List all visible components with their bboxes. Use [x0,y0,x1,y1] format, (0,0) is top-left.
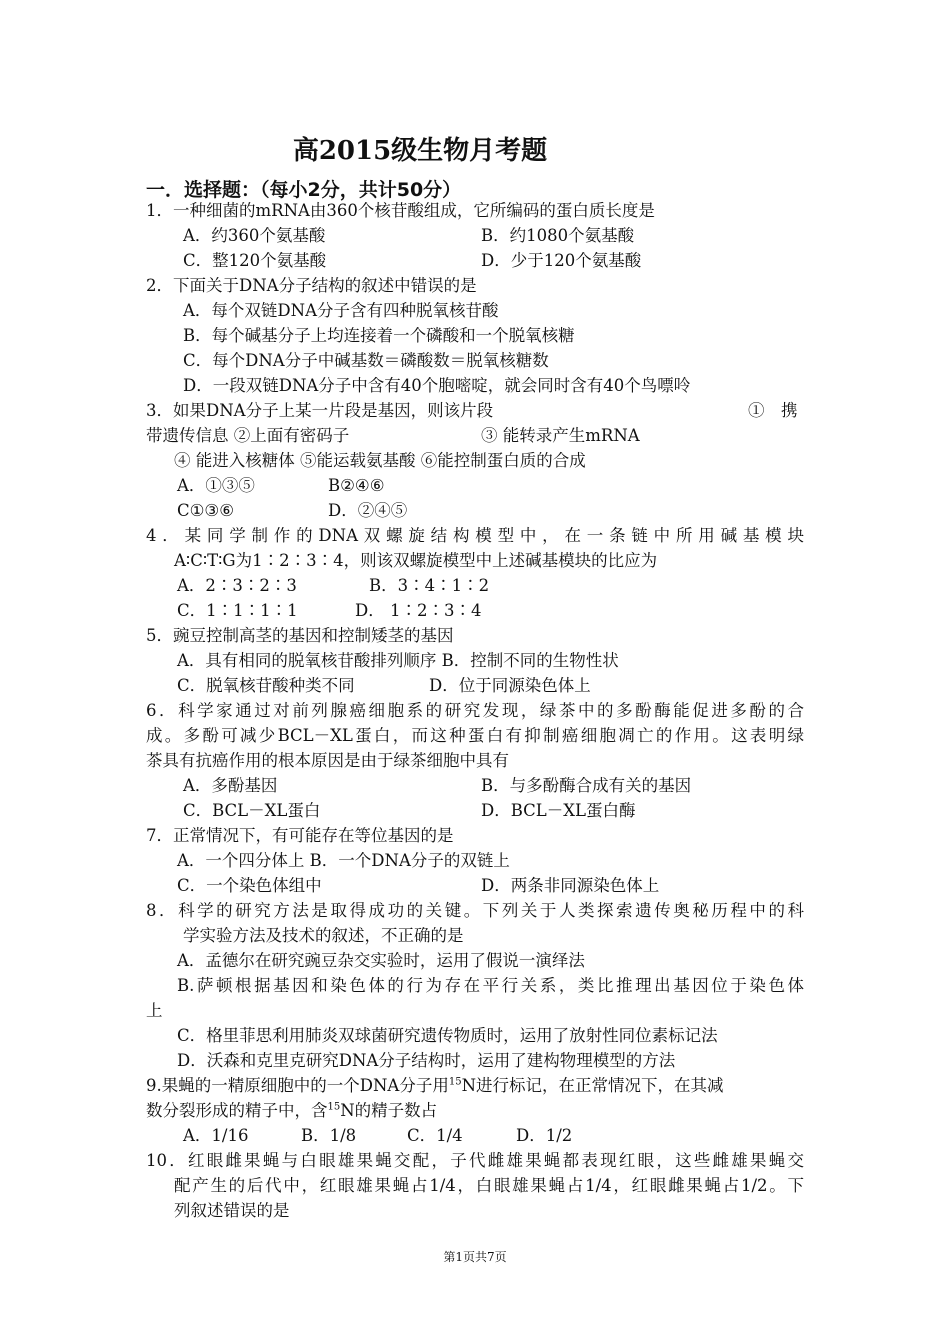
question-3-stem-line3: ④ 能进入核糖体 ⑤能运载氨基酸 ⑥能控制蛋白质的合成 [174,451,586,470]
question-5-option-c: C．脱氧核苷酸种类不同 [177,676,355,695]
question-3-option-a: A．①③⑤ [177,476,255,495]
question-9-option-a: A．1/16 [183,1126,249,1145]
question-4-option-d: D． 1∶2∶3∶4 [355,601,482,620]
question-2-option-d: D．一段双链DNA分子中含有40个胞嘧啶，就会同时含有40个鸟嘌呤 [183,376,691,395]
question-9-stem-post: N进行标记，在正常情况下，在其减 [461,1076,724,1095]
question-9-stem-pre: 9.果蝇的一精原细胞中的一个DNA分子用 [146,1076,449,1095]
isotope-superscript: 15 [327,1101,341,1113]
question-8-option-b: B.萨顿根据基因和染色体的行为存在平行关系，类比推理出基因位于染色体 [177,976,804,995]
question-7-option-d: D．两条非同源染色体上 [481,876,660,895]
question-3-option-d: D．②④⑤ [328,501,408,520]
question-7-option-ab: A．一个四分体上 B．一个DNA分子的双链上 [177,851,510,870]
question-7-option-c: C．一个染色体组中 [177,876,322,895]
question-8-option-a: A．孟德尔在研究豌豆杂交实验时，运用了假说一演绎法 [177,951,585,970]
question-9-stem [146,1076,724,1096]
question-10-stem-line3: 列叙述错误的是 [174,1201,290,1220]
question-8-stem: 8．科学的研究方法是取得成功的关键。下列关于人类探索遗传奥秘历程中的科 [146,901,804,920]
question-1-option-c: C．整120个氨基酸 [183,251,327,270]
question-8-option-b-cont: 上 [146,1001,163,1020]
question-3-stem: 3．如果DNA分子上某一片段是基因，则该片段 [146,401,494,420]
question-2-stem: 2．下面关于DNA分子结构的叙述中错误的是 [146,276,477,295]
question-1-option-a: A．约360个氨基酸 [183,226,326,245]
question-9-option-b: B．1/8 [301,1126,357,1145]
question-1-stem: 1．一种细菌的mRNA由360个核苷酸组成，它所编码的蛋白质长度是 [146,201,655,220]
question-6-option-c: C．BCL－XL蛋白 [183,801,321,820]
question-9-stem2-pre: 数分裂形成的精子中，含 [146,1101,328,1120]
question-9-stem-line2 [146,1101,437,1121]
question-2-option-c: C．每个DNA分子中碱基数＝磷酸数＝脱氧核糖数 [183,351,549,370]
question-9-stem2-post: N的精子数占 [340,1101,438,1120]
question-7-stem: 7．正常情况下，有可能存在等位基因的是 [146,826,454,845]
question-8-option-d: D．沃森和克里克研究DNA分子结构时，运用了建构物理模型的方法 [177,1051,676,1070]
section-heading: 一．选择题：（每小2分，共计50分） [146,179,462,201]
question-4-option-c: C．1∶1∶1∶1 [177,601,298,620]
question-5-stem: 5．豌豆控制高茎的基因和控制矮茎的基因 [146,626,454,645]
question-10-stem: 10．红眼雌果蝇与白眼雄果蝇交配，子代雌雄果蝇都表现红眼，这些雌雄果蝇交 [146,1151,804,1170]
question-3-option-b: B②④⑥ [328,476,385,495]
question-6-stem: 6．科学家通过对前列腺癌细胞系的研究发现，绿茶中的多酚酶能促进多酚的合 [146,701,804,720]
question-6-option-b: B．与多酚酶合成有关的基因 [481,776,692,795]
question-3-stem-tail: ① 携 [748,401,798,420]
question-6-option-d: D．BCL－XL蛋白酶 [481,801,636,820]
question-6-stem-line2: 成。多酚可减少BCL－XL蛋白，而这种蛋白有抑制癌细胞凋亡的作用。这表明绿 [146,726,804,745]
question-9-option-d: D．1/2 [516,1126,573,1145]
question-8-option-c: C．格里菲思利用肺炎双球菌研究遗传物质时，运用了放射性同位素标记法 [177,1026,718,1045]
question-4-option-b: B．3∶4∶1∶2 [369,576,490,595]
question-10-stem-line2: 配产生的后代中，红眼雄果蝇占1/4，白眼雄果蝇占1/4，红眼雌果蝇占1/2。下 [174,1176,804,1195]
question-4-stem-line2: A∶C∶T∶G为1∶2∶3∶4，则该双螺旋模型中上述碱基模块的比应为 [174,551,658,570]
page-footer: 第1页共7页 [443,1250,507,1264]
question-3-stem-line2a: 带遗传信息 ②上面有密码子 [146,426,350,445]
question-1-option-b: B．约1080个氨基酸 [481,226,635,245]
question-5-option-d: D．位于同源染色体上 [429,676,591,695]
question-6-option-a: A．多酚基因 [183,776,278,795]
question-3-option-c: C①③⑥ [177,501,235,520]
question-2-option-b: B．每个碱基分子上均连接着一个磷酸和一个脱氧核糖 [183,326,575,345]
question-5-option-ab: A．具有相同的脱氧核苷酸排列顺序 B．控制不同的生物性状 [177,651,619,670]
question-2-option-a: A．每个双链DNA分子含有四种脱氧核苷酸 [183,301,499,320]
question-6-stem-line3: 茶具有抗癌作用的根本原因是由于绿茶细胞中具有 [146,751,509,770]
question-1-option-d: D．少于120个氨基酸 [481,251,642,270]
page-title: 高2015级生物月考题 [292,136,548,166]
question-9-option-c: C．1/4 [407,1126,463,1145]
isotope-superscript: 15 [448,1076,462,1088]
question-4-stem: 4．某同学制作的DNA双螺旋结构模型中，在一条链中所用碱基模块 [146,526,804,545]
question-4-option-a: A．2∶3∶2∶3 [177,576,297,595]
question-3-stem-line2b: ③ 能转录产生mRNA [481,426,640,445]
question-8-stem-line2: 学实验方法及技术的叙述，不正确的是 [183,926,464,945]
